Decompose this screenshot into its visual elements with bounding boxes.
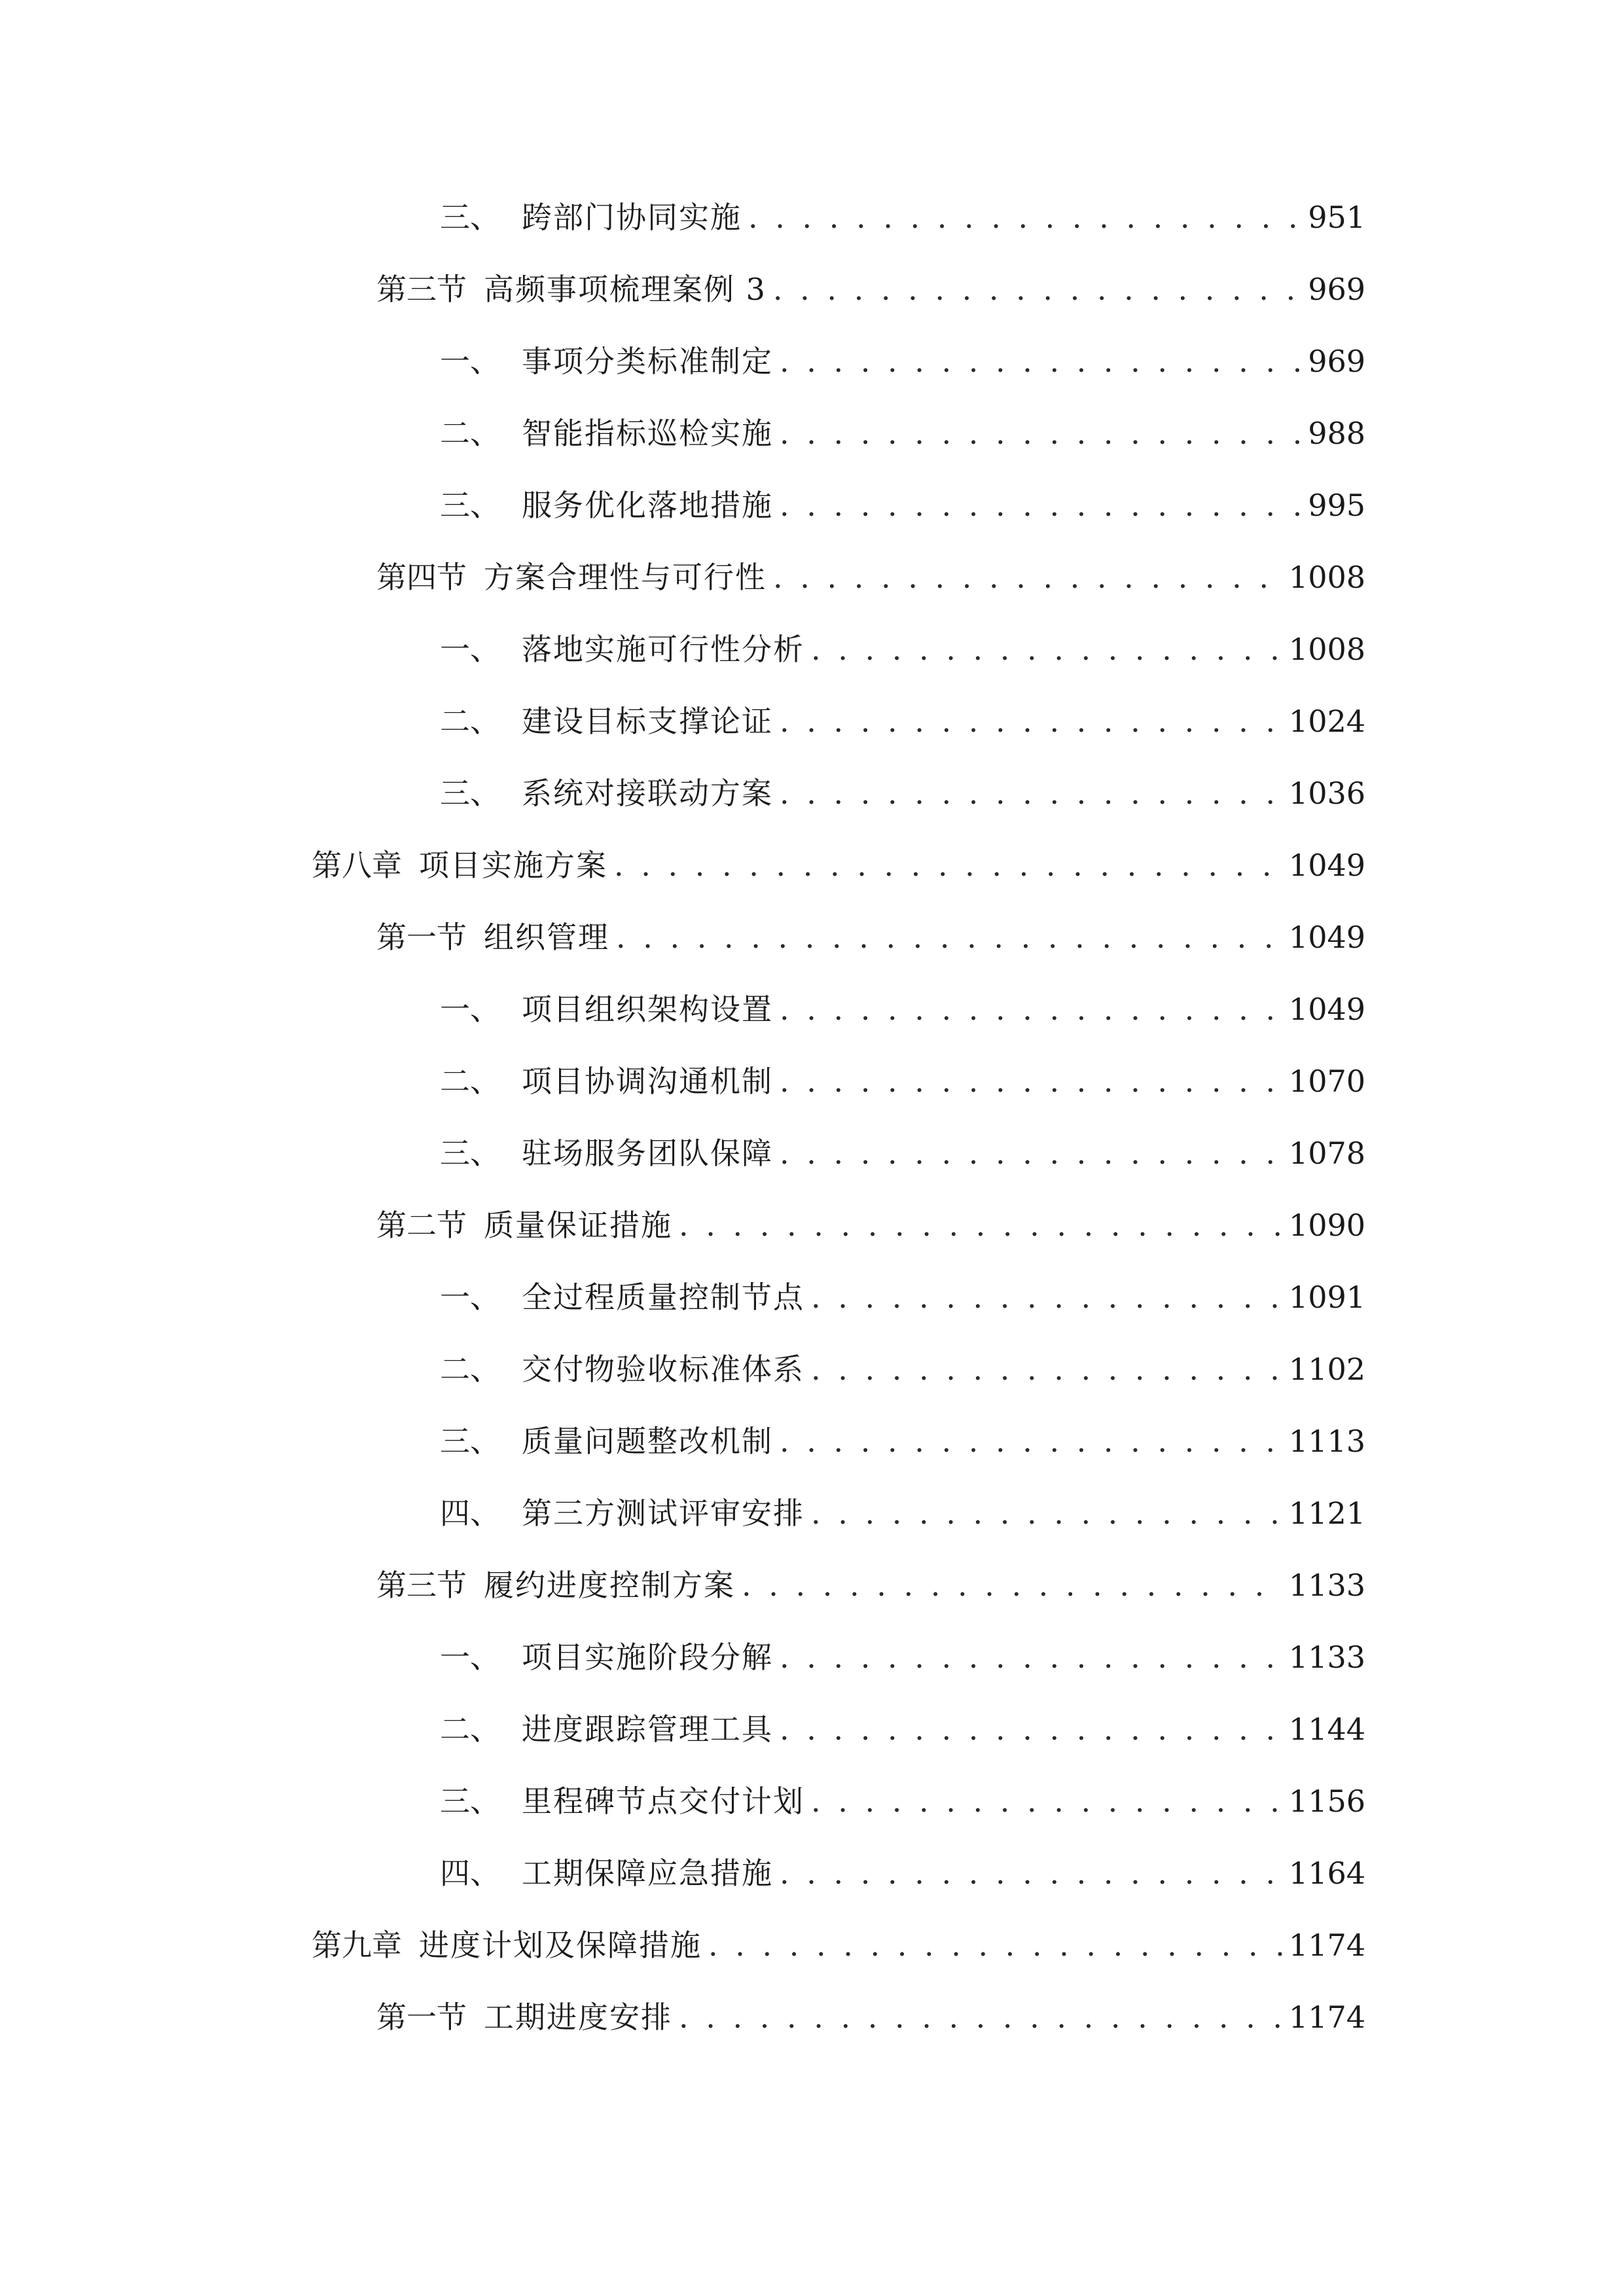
toc-entry[interactable] bbox=[376, 1199, 1365, 1251]
toc-entry-prefix: 二、 bbox=[440, 704, 500, 739]
toc-entry-prefix: 一、 bbox=[440, 344, 500, 379]
toc-entry-page-number: 1156 bbox=[1288, 1784, 1365, 1819]
toc-entry-prefix: 一、 bbox=[440, 1640, 500, 1675]
dot-leader bbox=[780, 695, 1284, 747]
toc-entry-title: 跨部门协同实施 bbox=[522, 200, 742, 235]
toc-entry-title: 履约进度控制方案 bbox=[484, 1568, 735, 1603]
toc-entry-title: 项目实施方案 bbox=[419, 848, 607, 883]
toc-entry-page-number: 1174 bbox=[1288, 2000, 1365, 2035]
toc-entry-title: 建设目标支撑论证 bbox=[522, 704, 773, 739]
dot-leader bbox=[708, 1919, 1284, 1971]
dot-leader bbox=[780, 1703, 1284, 1755]
toc-entry-prefix: 三、 bbox=[440, 1136, 500, 1171]
dot-leader bbox=[748, 191, 1303, 243]
dot-leader bbox=[811, 1487, 1284, 1539]
toc-entry[interactable] bbox=[376, 911, 1365, 963]
toc-entry-prefix: 三、 bbox=[440, 1784, 500, 1819]
toc-entry-page-number: 1049 bbox=[1288, 848, 1365, 883]
toc-entry-page-number: 1113 bbox=[1288, 1424, 1365, 1459]
toc-entry-prefix: 第八章 bbox=[312, 848, 402, 883]
toc-entry-prefix: 三、 bbox=[440, 776, 500, 811]
toc-entry-title: 方案合理性与可行性 bbox=[484, 560, 767, 595]
toc-entry-title: 第三方测试评审安排 bbox=[522, 1496, 804, 1531]
dot-leader bbox=[780, 335, 1303, 387]
dot-leader bbox=[679, 1991, 1284, 2043]
toc-entry-prefix: 三、 bbox=[440, 488, 500, 523]
toc-entry[interactable] bbox=[312, 839, 1365, 891]
dot-leader bbox=[773, 263, 1303, 315]
toc-entry-prefix: 一、 bbox=[440, 992, 500, 1027]
toc-entry-prefix: 二、 bbox=[440, 1352, 500, 1387]
toc-entry-page-number: 951 bbox=[1308, 200, 1365, 235]
toc-entry[interactable] bbox=[440, 335, 1365, 387]
toc-entry-prefix: 第一节 bbox=[376, 2000, 467, 2035]
dot-leader bbox=[780, 1631, 1284, 1683]
toc-entry[interactable] bbox=[376, 263, 1365, 315]
toc-entry-page-number: 1144 bbox=[1288, 1712, 1365, 1747]
toc-entry-title: 智能指标巡检实施 bbox=[522, 416, 773, 451]
toc-entry[interactable] bbox=[376, 1991, 1365, 2043]
dot-leader bbox=[773, 551, 1284, 603]
dot-leader bbox=[811, 1343, 1284, 1395]
toc-entry-title: 进度计划及保障措施 bbox=[419, 1928, 702, 1963]
toc-entry-prefix: 四、 bbox=[440, 1856, 500, 1891]
toc-entry-title: 进度跟踪管理工具 bbox=[522, 1712, 773, 1747]
toc-entry[interactable] bbox=[376, 1559, 1365, 1611]
dot-leader bbox=[780, 1127, 1284, 1179]
toc-entry-prefix: 三、 bbox=[440, 1424, 500, 1459]
toc-entry[interactable] bbox=[440, 695, 1365, 747]
dot-leader bbox=[780, 479, 1303, 531]
toc-entry-title: 落地实施可行性分析 bbox=[522, 632, 804, 667]
toc-entry-page-number: 988 bbox=[1308, 416, 1365, 451]
toc-entry-title: 系统对接联动方案 bbox=[522, 776, 773, 811]
dot-leader bbox=[780, 1415, 1284, 1467]
toc-entry-page-number: 1078 bbox=[1288, 1136, 1365, 1171]
toc-entry[interactable] bbox=[440, 623, 1365, 675]
dot-leader bbox=[616, 911, 1284, 963]
toc-entry-prefix: 第二节 bbox=[376, 1208, 467, 1243]
toc-entry-title: 项目协调沟通机制 bbox=[522, 1064, 773, 1099]
toc-entry-page-number: 1049 bbox=[1288, 992, 1365, 1027]
toc-entry-title: 项目组织架构设置 bbox=[522, 992, 773, 1027]
dot-leader bbox=[780, 983, 1284, 1035]
toc-entry[interactable] bbox=[440, 983, 1365, 1035]
toc-entry-title: 交付物验收标准体系 bbox=[522, 1352, 804, 1387]
toc-entry[interactable] bbox=[440, 1487, 1365, 1539]
toc-entry-page-number: 1133 bbox=[1288, 1568, 1365, 1603]
toc-entry[interactable] bbox=[440, 1271, 1365, 1323]
dot-leader bbox=[679, 1199, 1284, 1251]
toc-entry[interactable] bbox=[440, 1847, 1365, 1899]
dot-leader bbox=[811, 1271, 1284, 1323]
dot-leader bbox=[811, 623, 1284, 675]
dot-leader bbox=[780, 1847, 1284, 1899]
toc-entry[interactable] bbox=[440, 1775, 1365, 1827]
toc-entry[interactable] bbox=[440, 1055, 1365, 1107]
toc-entry-prefix: 三、 bbox=[440, 200, 500, 235]
toc-entry-page-number: 1121 bbox=[1288, 1496, 1365, 1531]
toc-entry-title: 驻场服务团队保障 bbox=[522, 1136, 773, 1171]
toc-entry-title: 里程碑节点交付计划 bbox=[522, 1784, 804, 1819]
dot-leader bbox=[780, 407, 1303, 459]
dot-leader bbox=[780, 767, 1284, 819]
toc-entry-title: 质量保证措施 bbox=[484, 1208, 672, 1243]
toc-entry-page-number: 1091 bbox=[1288, 1280, 1365, 1315]
toc-entry[interactable] bbox=[440, 1703, 1365, 1755]
toc-entry-prefix: 第四节 bbox=[376, 560, 467, 595]
toc-entry-prefix: 第三节 bbox=[376, 1568, 467, 1603]
toc-entry-prefix: 二、 bbox=[440, 1712, 500, 1747]
toc-entry[interactable] bbox=[440, 1415, 1365, 1467]
toc-entry-page-number: 969 bbox=[1308, 344, 1365, 379]
toc-entry-prefix: 第九章 bbox=[312, 1928, 402, 1963]
dot-leader bbox=[742, 1559, 1284, 1611]
toc-entry[interactable] bbox=[440, 1343, 1365, 1395]
toc-entry-page-number: 1008 bbox=[1288, 632, 1365, 667]
toc-entry-prefix: 第一节 bbox=[376, 920, 467, 955]
toc-entry[interactable] bbox=[376, 551, 1365, 603]
toc-entry-page-number: 1102 bbox=[1288, 1352, 1365, 1387]
toc-entry[interactable] bbox=[440, 479, 1365, 531]
toc-entry-title: 全过程质量控制节点 bbox=[522, 1280, 804, 1315]
toc-entry-title: 组织管理 bbox=[484, 920, 609, 955]
toc-entry-prefix: 四、 bbox=[440, 1496, 500, 1531]
toc-entry-title: 工期保障应急措施 bbox=[522, 1856, 773, 1891]
dot-leader bbox=[780, 1055, 1284, 1107]
toc-entry-page-number: 969 bbox=[1308, 272, 1365, 307]
toc-entry-prefix: 一、 bbox=[440, 1280, 500, 1315]
toc-entry-page-number: 1049 bbox=[1288, 920, 1365, 955]
toc-entry-page-number: 1008 bbox=[1288, 560, 1365, 595]
toc-entry[interactable] bbox=[440, 191, 1365, 243]
dot-leader bbox=[614, 839, 1284, 891]
toc-entry-page-number: 1024 bbox=[1288, 704, 1365, 739]
toc-entry-title: 服务优化落地措施 bbox=[522, 488, 773, 523]
toc-entry-prefix: 第三节 bbox=[376, 272, 467, 307]
toc-entry-title: 事项分类标准制定 bbox=[522, 344, 773, 379]
toc-entry-page-number: 1090 bbox=[1288, 1208, 1365, 1243]
toc-entry-page-number: 1070 bbox=[1288, 1064, 1365, 1099]
toc-entry-title: 高频事项梳理案例 3 bbox=[484, 272, 767, 307]
toc-entry-prefix: 一、 bbox=[440, 632, 500, 667]
toc-entry[interactable] bbox=[440, 407, 1365, 459]
toc-entry-prefix: 二、 bbox=[440, 1064, 500, 1099]
toc-entry[interactable] bbox=[440, 767, 1365, 819]
toc-entry-title: 质量问题整改机制 bbox=[522, 1424, 773, 1459]
toc-entry[interactable] bbox=[440, 1127, 1365, 1179]
toc-entry-prefix: 二、 bbox=[440, 416, 500, 451]
toc-entry-title: 工期进度安排 bbox=[484, 2000, 672, 2035]
toc-entry-page-number: 1036 bbox=[1288, 776, 1365, 811]
toc-entry[interactable] bbox=[312, 1919, 1365, 1971]
dot-leader bbox=[811, 1775, 1284, 1827]
toc-entry-title: 项目实施阶段分解 bbox=[522, 1640, 773, 1675]
toc-entry-page-number: 1174 bbox=[1288, 1928, 1365, 1963]
toc-entry-page-number: 1164 bbox=[1288, 1856, 1365, 1891]
toc-entry[interactable] bbox=[440, 1631, 1365, 1683]
toc-entry-page-number: 995 bbox=[1308, 488, 1365, 523]
toc-entry-page-number: 1133 bbox=[1288, 1640, 1365, 1675]
